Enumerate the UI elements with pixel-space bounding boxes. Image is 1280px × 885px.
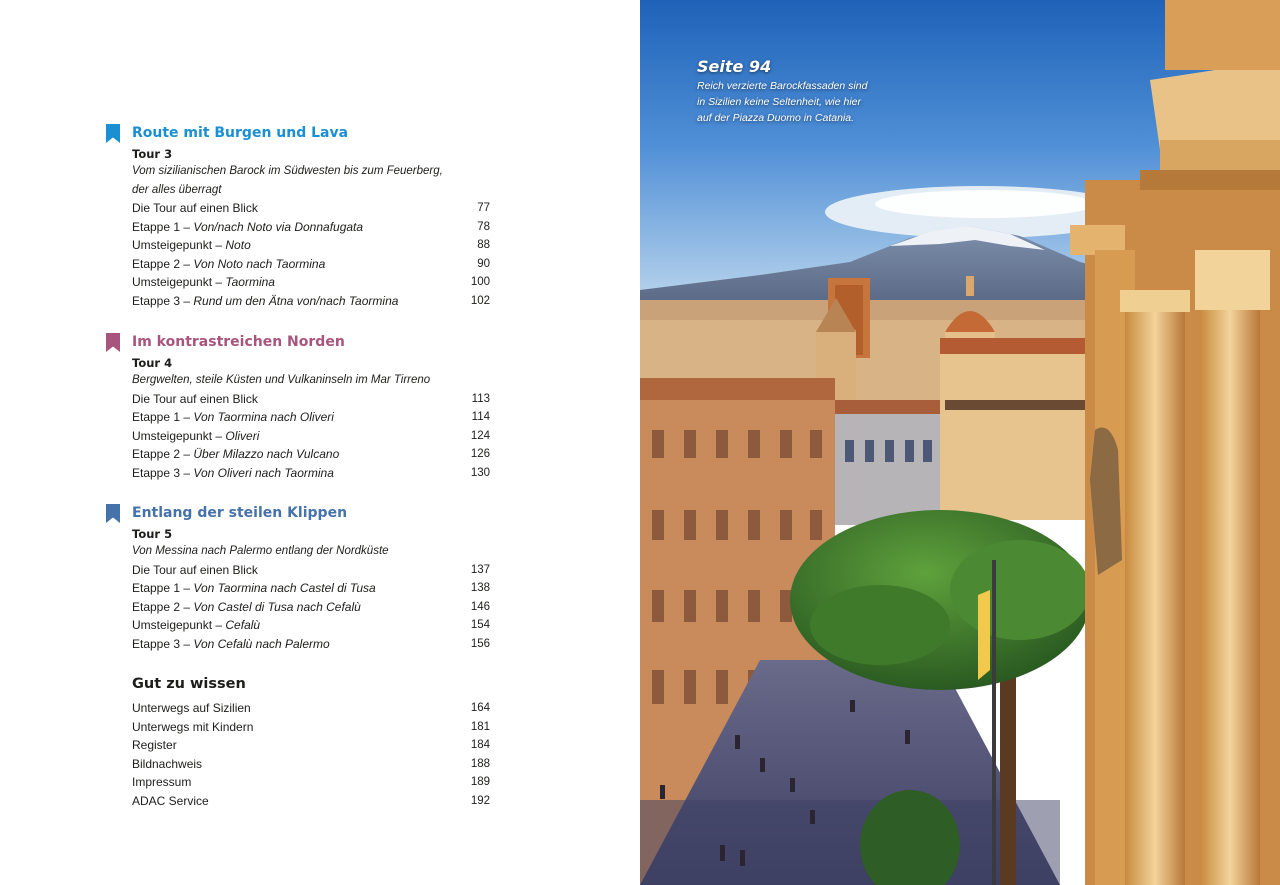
page-number: 78: [477, 220, 490, 233]
tour-description: Vom sizilianischen Barock im Südwesten bis zum Feuerberg, der alles überragt: [132, 165, 443, 196]
toc-entry[interactable]: Bildnachweis 188: [132, 755, 490, 774]
toc-entry[interactable]: Die Tour auf einen Blick 113: [132, 390, 490, 409]
bookmark-icon: [106, 333, 120, 352]
page-number: 113: [471, 392, 490, 405]
page-number: 102: [470, 294, 490, 307]
section-route-burgen-lava: [106, 124, 506, 310]
caption-text: Reich verzierte Barockfassaden sind in Sizilien keine Seltenheit, wie hier auf der Piazza Duomo in Catania.: [697, 80, 868, 124]
section-title[interactable]: Im kontrastreichen Norden: [132, 334, 345, 350]
tour-description: Bergwelten, steile Küsten und Vulkaninseln im Mar Tirreno: [132, 374, 431, 386]
catania-photo: [640, 0, 1280, 885]
toc-entry[interactable]: Etappe 3 – Von Cefalù nach Palermo 156: [132, 635, 490, 654]
toc-entry[interactable]: Unterwegs mit Kindern 181: [132, 718, 490, 737]
page-number: 156: [470, 637, 490, 650]
page-number: 138: [470, 582, 490, 594]
toc-entry[interactable]: Register 184: [132, 736, 490, 755]
page-number: 100: [470, 276, 490, 288]
photo-caption: [697, 56, 872, 126]
page-number: 154: [470, 619, 490, 631]
toc-entry[interactable]: Etappe 2 – Von Castel di Tusa nach Cefalù 146: [132, 598, 490, 617]
page-number: 124: [470, 429, 490, 442]
good-to-know-title[interactable]: Gut zu wissen: [132, 676, 246, 692]
tour-label: Tour 3: [132, 147, 173, 161]
toc-entry[interactable]: Die Tour auf einen Blick 77: [132, 199, 490, 218]
page-number: 188: [470, 757, 490, 770]
page-number: 126: [470, 448, 490, 460]
page-number: 192: [470, 794, 490, 807]
toc-entry[interactable]: Die Tour auf einen Blick 137: [132, 561, 490, 580]
section-kontrastreicher-norden: [106, 333, 506, 482]
page-number: 181: [470, 720, 490, 733]
page-number: 137: [470, 563, 490, 576]
good-to-know-list: [106, 699, 506, 810]
toc-entry[interactable]: Umsteigepunkt – Cefalù 154: [132, 616, 490, 635]
section-steile-klippen: [106, 504, 506, 653]
page-number: 114: [471, 411, 490, 423]
toc-entry[interactable]: Etappe 2 – Über Milazzo nach Vulcano 126: [132, 445, 490, 464]
toc-entry[interactable]: Etappe 2 – Von Noto nach Taormina 90: [132, 255, 490, 274]
page-number: 184: [470, 739, 490, 751]
bookmark-icon: [106, 124, 120, 143]
toc-entry[interactable]: Etappe 1 – Von Taormina nach Oliveri 114: [132, 408, 490, 427]
toc-entry[interactable]: Unterwegs auf Sizilien 164: [132, 699, 490, 718]
toc-entry[interactable]: Umsteigepunkt – Noto 88: [132, 236, 490, 255]
page-number: 130: [470, 466, 490, 479]
tour-label: Tour 4: [132, 356, 173, 370]
toc-entry[interactable]: Etappe 3 – Rund um den Ätna von/nach Taormina 102: [132, 292, 490, 311]
toc-entry[interactable]: Etappe 1 – Von/nach Noto via Donnafugata 78: [132, 218, 490, 237]
toc-entry[interactable]: ADAC Service 192: [132, 792, 490, 811]
toc-entry[interactable]: Etappe 1 – Von Taormina nach Castel di Tusa 138: [132, 579, 490, 598]
tour-label: Tour 5: [132, 527, 173, 541]
toc-entry[interactable]: Umsteigepunkt – Oliveri 124: [132, 427, 490, 446]
page-number: 77: [477, 202, 490, 214]
bookmark-icon: [106, 504, 120, 523]
toc-entry[interactable]: Impressum 189: [132, 773, 490, 792]
section-title[interactable]: Route mit Burgen und Lava: [132, 125, 349, 141]
page-number: 189: [470, 776, 490, 788]
caption-title[interactable]: Seite 94: [697, 57, 772, 76]
page-number: 164: [470, 702, 490, 714]
section-title[interactable]: Entlang der steilen Klippen: [132, 505, 348, 521]
page-number: 146: [470, 600, 490, 613]
toc-entry[interactable]: Umsteigepunkt – Taormina 100: [132, 273, 490, 292]
page-number: 90: [477, 257, 490, 270]
page-number: 88: [477, 239, 490, 251]
toc-entry[interactable]: Etappe 3 – Von Oliveri nach Taormina 130: [132, 464, 490, 483]
tour-description: Von Messina nach Palermo entlang der Nordküste: [132, 545, 389, 557]
photo-page: [640, 0, 1280, 885]
